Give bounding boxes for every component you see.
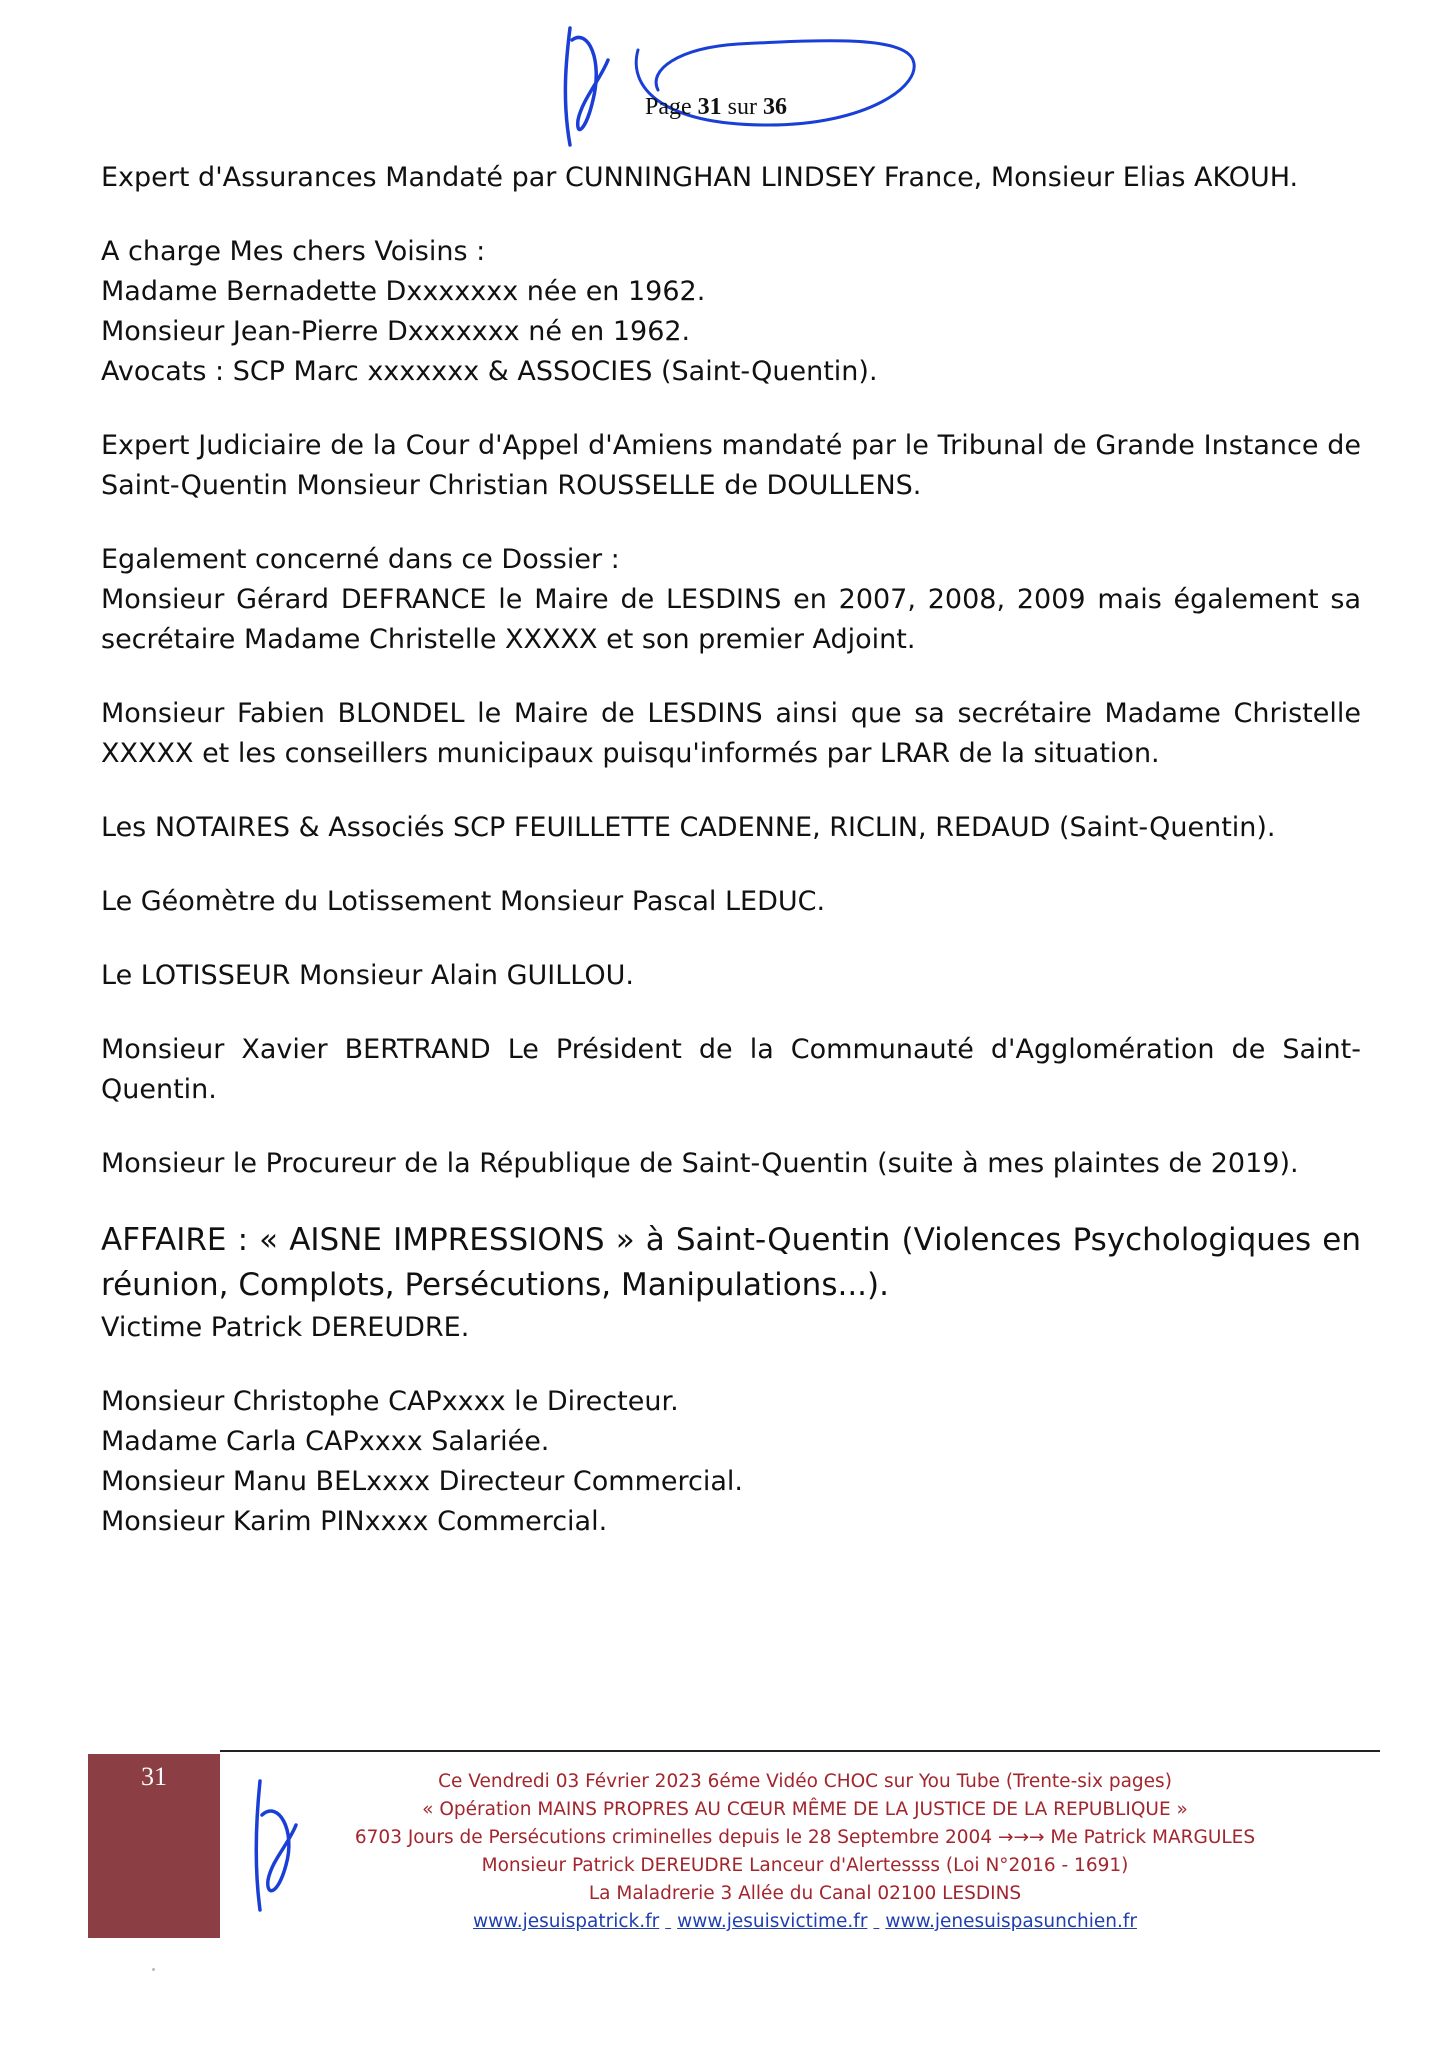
paragraph-lotisseur: Le LOTISSEUR Monsieur Alain GUILLOU.: [101, 960, 634, 991]
line: A charge Mes chers Voisins :: [101, 236, 486, 267]
footer-text: [350, 1768, 1260, 1936]
link-jesuisvictime[interactable]: www.jesuisvictime.fr: [677, 1911, 868, 1932]
line: Monsieur Gérard DEFRANCE le Maire de LESDINS en 2007, 2008, 2009 mais également sa secrétaire Madame Christelle XXXXX et son premier Adjoint.: [101, 584, 1361, 655]
link-jenesuispasunchien[interactable]: www.jenesuispasunchien.fr: [885, 1911, 1137, 1932]
footer-line: La Maladrerie 3 Allée du Canal 02100 LESDINS: [588, 1883, 1022, 1904]
footer-line: « Opération MAINS PROPRES AU CŒUR MÊME DE LA JUSTICE DE LA REPUBLIQUE »: [422, 1799, 1188, 1820]
page-counter: [645, 94, 787, 121]
page-number: 31: [697, 94, 722, 120]
total-pages: 36: [763, 94, 787, 120]
victime-line: Victime Patrick DEREUDRE.: [101, 1312, 470, 1343]
scan-speck: [152, 1968, 155, 1971]
footer-links: [350, 1908, 1260, 1936]
affaire-heading: AFFAIRE : « AISNE IMPRESSIONS » à Saint-Quentin (Violences Psychologiques en réunion, Complots, Persécutions, Manipulations...).: [101, 1222, 1361, 1303]
people-list: [101, 1382, 1361, 1542]
paragraph-notaires: Les NOTAIRES & Associés SCP FEUILLETTE CADENNE, RICLIN, REDAUD (Saint-Quentin).: [101, 812, 1276, 843]
paragraph-procureur: Monsieur le Procureur de la République de Saint-Quentin (suite à mes plaintes de 2019).: [101, 1148, 1299, 1179]
list-item: Monsieur Manu BELxxxx Directeur Commercial.: [101, 1466, 743, 1497]
handwritten-initials-top: [548, 20, 618, 150]
paragraph-blondel: Monsieur Fabien BLONDEL le Maire de LESDINS ainsi que sa secrétaire Madame Christelle XXXXX et les conseillers municipaux puisqu'informés par LRAR de la situation.: [101, 698, 1361, 769]
paragraph-egalement: [101, 540, 1361, 660]
page-label: Page: [645, 94, 692, 120]
line: Madame Bernadette Dxxxxxxx née en 1962.: [101, 276, 706, 307]
line: Monsieur Jean-Pierre Dxxxxxxx né en 1962.: [101, 316, 691, 347]
paragraph-geometre: Le Géomètre du Lotissement Monsieur Pascal LEDUC.: [101, 886, 826, 917]
document-body: [101, 158, 1361, 1542]
footer-page-number: 31: [141, 1762, 167, 1791]
handwritten-circle: [618, 30, 928, 140]
of-label: sur: [727, 94, 757, 120]
handwritten-initials-footer: [238, 1775, 308, 1915]
line: Egalement concerné dans ce Dossier :: [101, 544, 620, 575]
list-item: Monsieur Christophe CAPxxxx le Directeur.: [101, 1386, 679, 1417]
paragraph-expert-judiciaire: Expert Judiciaire de la Cour d'Appel d'Amiens mandaté par le Tribunal de Grande Instance de Saint-Quentin Monsieur Christian ROUSSELLE de DOULLENS.: [101, 430, 1361, 501]
paragraph-expert-assurances: Expert d'Assurances Mandaté par CUNNINGHAN LINDSEY France, Monsieur Elias AKOUH.: [101, 162, 1299, 193]
line: Avocats : SCP Marc xxxxxxx & ASSOCIES (Saint-Quentin).: [101, 356, 878, 387]
footer-line: Monsieur Patrick DEREUDRE Lanceur d'Alertessss (Loi N°2016 - 1691): [481, 1855, 1129, 1876]
list-item: Madame Carla CAPxxxx Salariée.: [101, 1426, 550, 1457]
paragraph-bertrand: Monsieur Xavier BERTRAND Le Président de la Communauté d'Agglomération de Saint-Quentin.: [101, 1034, 1361, 1105]
footer-line: Ce Vendredi 03 Février 2023 6éme Vidéo CHOC sur You Tube (Trente-six pages): [438, 1771, 1172, 1792]
list-item: Monsieur Karim PINxxxx Commercial.: [101, 1506, 608, 1537]
paragraph-voisins: [101, 232, 1361, 392]
footer-divider: [220, 1750, 1380, 1752]
link-jesuispatrick[interactable]: www.jesuispatrick.fr: [473, 1911, 660, 1932]
footer-line: 6703 Jours de Persécutions criminelles depuis le 28 Septembre 2004 →→→ Me Patrick MARGULES: [354, 1827, 1256, 1848]
